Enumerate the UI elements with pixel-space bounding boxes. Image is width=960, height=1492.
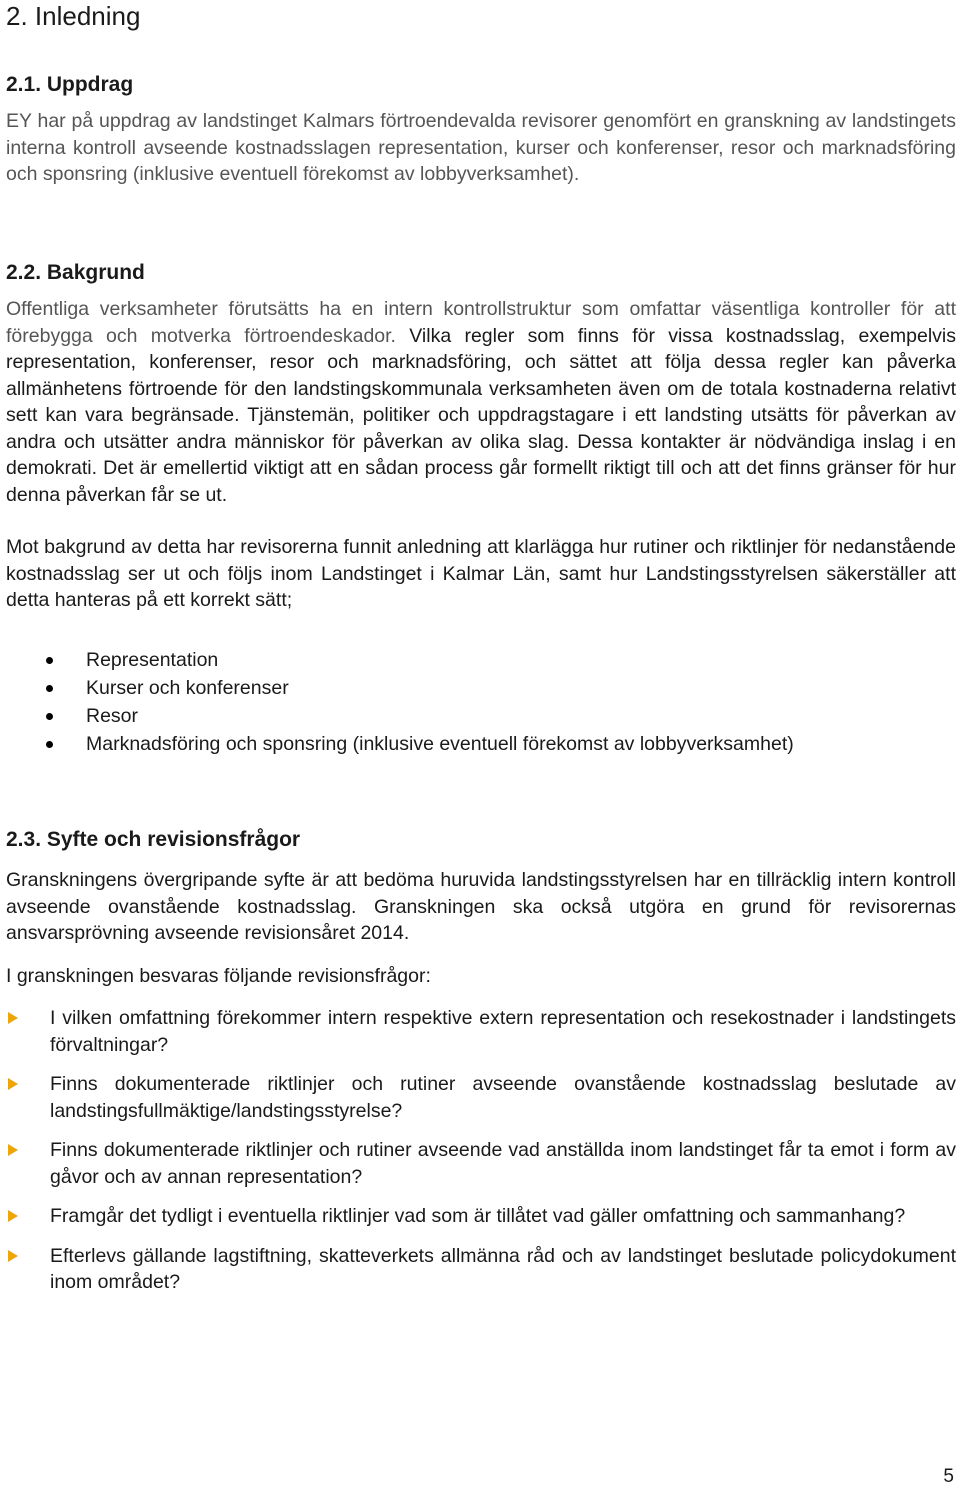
- list-item-text: Finns dokumenterade riktlinjer och rutiner avseende vad anställda inom landstinget får ta emot i form av gåvor och av annan representation?: [50, 1139, 956, 1188]
- chapter-title: 2. Inledning: [6, 1, 141, 31]
- list-item: [6, 702, 956, 730]
- section-uppdrag: [6, 72, 956, 188]
- section-heading-bakgrund: 2.2. Bakgrund: [6, 261, 145, 284]
- list-item-text: I vilken omfattning förekommer intern respektive extern representation och resekostnader i landstingets förvaltningar?: [50, 1007, 956, 1056]
- list-item: [6, 646, 956, 674]
- triangle-bullet-icon: [8, 1012, 18, 1024]
- list-item: [6, 1243, 956, 1296]
- triangle-bullet-icon: [8, 1078, 18, 1090]
- list-item-text: Finns dokumenterade riktlinjer och rutiner avseende ovanstående kostnadsslag beslutade av landstingsfullmäktige/landstingsstyrelse?: [50, 1073, 956, 1122]
- list-item-text: Representation: [86, 648, 219, 671]
- page-number: 5: [943, 1466, 954, 1487]
- bullet-dot-icon: [46, 685, 53, 692]
- bakgrund-paragraph-1-body: Vilka regler som finns för vissa kostnadsslag, exempelvis representation, konferenser, resor och marknadsföring, och sättet att följa dessa regler kan påverka allmänhetens förtroende för den landstingskommunala verksamheten även om de totala kostnaderna relativt sett kan vara begränsade. Tjänstemän, politiker och uppdragstagare i ett landsting utsätts för påverkan av andra och utsätter andra människor för påverkan av olika slag. Dessa kontakter är nödvändiga inslag i en demokrati. Det är emellertid viktigt att en sådan process går formellt riktigt till och att det finns gränser för hur denna påverkan får se ut.: [6, 324, 956, 506]
- triangle-bullet-icon: [8, 1250, 18, 1262]
- list-item-text: Marknadsföring och sponsring (inklusive eventuell förekomst av lobbyverksamhet): [86, 732, 794, 755]
- list-item-text: Framgår det tydligt i eventuella riktlinjer vad som är tillåtet vad gäller omfattning och sammanhang?: [50, 1205, 906, 1227]
- bakgrund-paragraph-1-lead: Offentliga verksamheter förutsätts ha en intern kontrollstruktur som omfattar väsentliga kontroller för att förebygga och motverka förtroendeskador.: [6, 298, 956, 347]
- uppdrag-paragraph: EY har på uppdrag av landstinget Kalmars förtroendevalda revisorer genomfört en granskning av landstingets interna kontroll avseende kostnadsslagen representation, kurser och konferenser, resor och marknadsföring och sponsring (inklusive eventuell förekomst av lobbyverksamhet).: [6, 110, 956, 185]
- section-bakgrund: [6, 260, 956, 758]
- bullet-dot-icon: [46, 657, 53, 664]
- bakgrund-paragraph-1: [6, 296, 956, 508]
- revision-questions-list: [6, 1005, 956, 1296]
- list-item: [6, 1137, 956, 1190]
- bullet-dot-icon: [46, 741, 53, 748]
- list-item: [6, 1071, 956, 1124]
- list-item: [6, 1203, 956, 1230]
- bakgrund-paragraph-2: Mot bakgrund av detta har revisorerna funnit anledning att klarlägga hur rutiner och riktlinjer för nedanstående kostnadsslag ser ut och följs inom Landstinget i Kalmar Län, samt hur Landstingsstyrelsen säkerställer att detta hanteras på ett korrekt sätt;: [6, 536, 956, 611]
- list-item-text: Resor: [86, 704, 139, 727]
- section-heading-uppdrag: 2.1. Uppdrag: [6, 73, 134, 96]
- list-item-text: Kurser och konferenser: [86, 676, 289, 699]
- triangle-bullet-icon: [8, 1210, 18, 1222]
- section-heading-syfte: 2.3. Syfte och revisionsfrågor: [6, 828, 301, 851]
- cost-type-list: [6, 646, 956, 758]
- syfte-paragraph-2: I granskningen besvaras följande revisionsfrågor:: [6, 964, 431, 987]
- list-item: [6, 730, 956, 758]
- section-syfte: [6, 827, 956, 1309]
- list-item: [6, 674, 956, 702]
- bullet-dot-icon: [46, 713, 53, 720]
- list-item-text: Efterlevs gällande lagstiftning, skatteverkets allmänna råd och av landstinget beslutade policydokument inom området?: [50, 1244, 956, 1293]
- list-item: [6, 1005, 956, 1058]
- syfte-paragraph-1: Granskningens övergripande syfte är att bedöma huruvida landstingsstyrelsen har en tillräcklig intern kontroll avseende ovanstående kostnadsslag. Granskningen ska också utgöra en grund för revisorernas ansvarsprövning avseende revisionsåret 2014.: [6, 869, 956, 944]
- triangle-bullet-icon: [8, 1144, 18, 1156]
